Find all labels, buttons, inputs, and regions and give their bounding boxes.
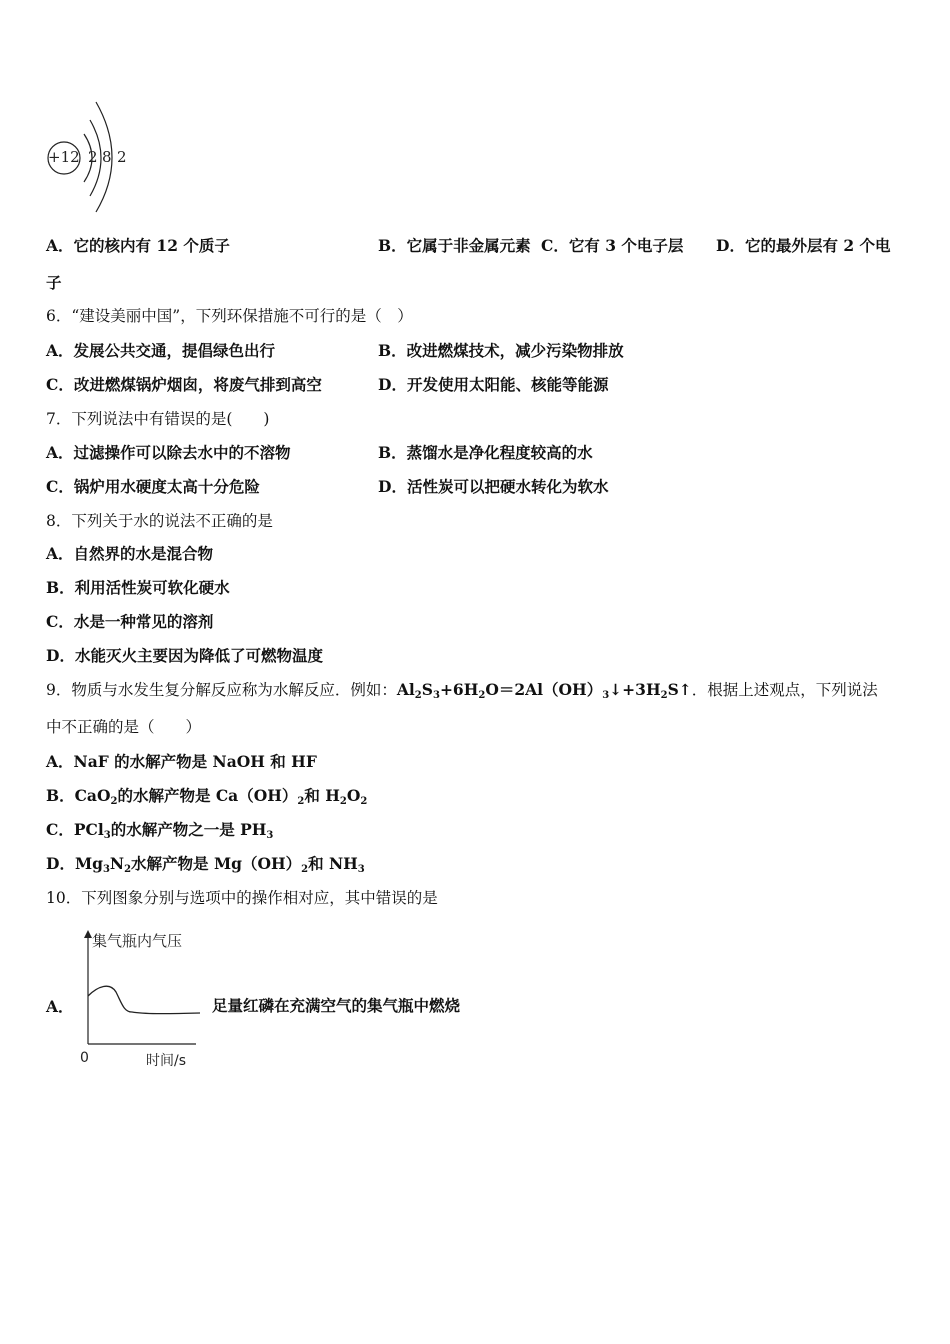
q9-stem-line-2: 中不正确的是（ ）: [46, 718, 202, 736]
q9d-sub-3: 2: [301, 864, 309, 875]
q6-option-a: A．发展公共交通，提倡绿色出行: [46, 341, 276, 360]
q5-option-c: C．它有 3 个电子层: [541, 236, 684, 255]
q9b-text-1: B．CaO: [46, 786, 111, 805]
q9-option-c: [46, 820, 273, 846]
eq-product-2: +3H: [622, 680, 661, 699]
q9-stem-part-1: 9．物质与水发生复分解反应称为水解反应．例如：: [46, 681, 397, 699]
pressure-time-graph: [74, 928, 214, 1073]
q8-stem: 8．下列关于水的说法不正确的是: [46, 512, 273, 530]
q7-option-d: D．活性炭可以把硬水转化为软水: [378, 477, 609, 496]
graph-x-label: 时间/s: [146, 1053, 187, 1069]
eq-o: O: [485, 680, 499, 699]
nucleus-charge: +12: [48, 148, 80, 166]
q9c-sub-2: 3: [266, 830, 274, 841]
shell-2-count: 8: [102, 148, 112, 166]
eq-water: +6H: [439, 680, 479, 699]
q10-option-a-label: A．: [46, 997, 74, 1016]
atom-structure-diagram: [44, 96, 134, 220]
q8-option-a: A．自然界的水是混合物: [46, 544, 214, 563]
q9d-text-2: N: [109, 854, 125, 873]
q5-option-d: D．它的最外层有 2 个电: [716, 236, 891, 255]
q6-option-c: C．改进燃煤锅炉烟囱，将废气排到高空: [46, 375, 322, 394]
q8-option-d: D．水能灭火主要因为降低了可燃物温度: [46, 646, 323, 665]
eq-s: S: [421, 680, 433, 699]
q9d-text-4: 和 NH: [308, 854, 358, 873]
q7-option-c: C．锅炉用水硬度太高十分危险: [46, 477, 260, 496]
q9d-text-3: 水解产物是 Mg（OH）: [131, 854, 302, 873]
q9d-sub-1: 3: [102, 864, 110, 875]
q8-option-c: C．水是一种常见的溶剂: [46, 612, 214, 631]
eq-al: Al: [396, 680, 415, 699]
eq-h-sub: 2: [478, 690, 486, 701]
q9b-sub-1: 2: [110, 796, 118, 807]
graph-origin: 0: [80, 1050, 89, 1066]
q9-equation: [397, 680, 692, 699]
q9-option-b: [46, 786, 367, 812]
q9b-text-3: 和 H: [304, 786, 340, 805]
q9c-text-2: 的水解产物之一是 PH: [110, 820, 267, 839]
q10-stem: 10．下列图象分别与选项中的操作相对应，其中错误的是: [46, 889, 438, 907]
q5-option-b: B．它属于非金属元素: [378, 236, 531, 255]
q9b-sub-2: 2: [297, 796, 305, 807]
q5-option-d-continued: 子: [46, 273, 62, 292]
q10-option-a-description: 足量红磷在充满空气的集气瓶中燃烧: [212, 996, 461, 1015]
eq-product-1: ＝2Al（OH）: [498, 680, 603, 699]
q6-stem: 6．“建设美丽中国”，下列环保措施不可行的是（ ）: [46, 307, 413, 325]
eq-h2s-sub: 2: [660, 690, 668, 701]
eq-gas-arrow: ↑: [678, 680, 692, 699]
eq-precipitate-arrow: ↓: [609, 680, 623, 699]
q9d-text-1: D．Mg: [46, 854, 103, 873]
q9c-sub-1: 3: [103, 830, 111, 841]
q9b-sub-3: 2: [339, 796, 347, 807]
q5-option-a: A．它的核内有 12 个质子: [46, 236, 230, 255]
q6-option-b: B．改进燃煤技术，减少污染物排放: [378, 341, 624, 360]
shell-3-count: 2: [117, 148, 127, 166]
q7-stem: 7．下列说法中有错误的是( ): [46, 410, 270, 428]
q6-option-d: D．开发使用太阳能、核能等能源: [378, 375, 609, 394]
graph-y-label: 集气瓶内气压: [92, 932, 183, 950]
q9b-text-4: O: [346, 786, 361, 805]
eq-oh-sub: 3: [602, 690, 610, 701]
eq-s-sub: 3: [432, 690, 440, 701]
q7-option-b: B．蒸馏水是净化程度较高的水: [378, 443, 593, 462]
q9-option-d: [46, 854, 365, 880]
q9-option-a: A．NaF 的水解产物是 NaOH 和 HF: [46, 752, 317, 771]
q9d-sub-2: 2: [124, 864, 132, 875]
q9b-sub-4: 2: [360, 796, 368, 807]
q7-option-a: A．过滤操作可以除去水中的不溶物: [46, 443, 291, 462]
pressure-curve: [88, 986, 200, 1013]
eq-s2: S: [667, 680, 679, 699]
q8-option-b: B．利用活性炭可软化硬水: [46, 578, 230, 597]
q9c-text-1: C．PCl: [46, 820, 104, 839]
q9d-sub-4: 3: [357, 864, 365, 875]
shell-1-count: 2: [88, 148, 98, 166]
eq-al-sub: 2: [414, 690, 422, 701]
graph-y-arrow: [84, 930, 92, 938]
q9-stem-part-2: ．根据上述观点，下列说法: [691, 681, 878, 699]
q9-stem-line-1: [46, 680, 878, 706]
q9b-text-2: 的水解产物是 Ca（OH）: [117, 786, 298, 805]
